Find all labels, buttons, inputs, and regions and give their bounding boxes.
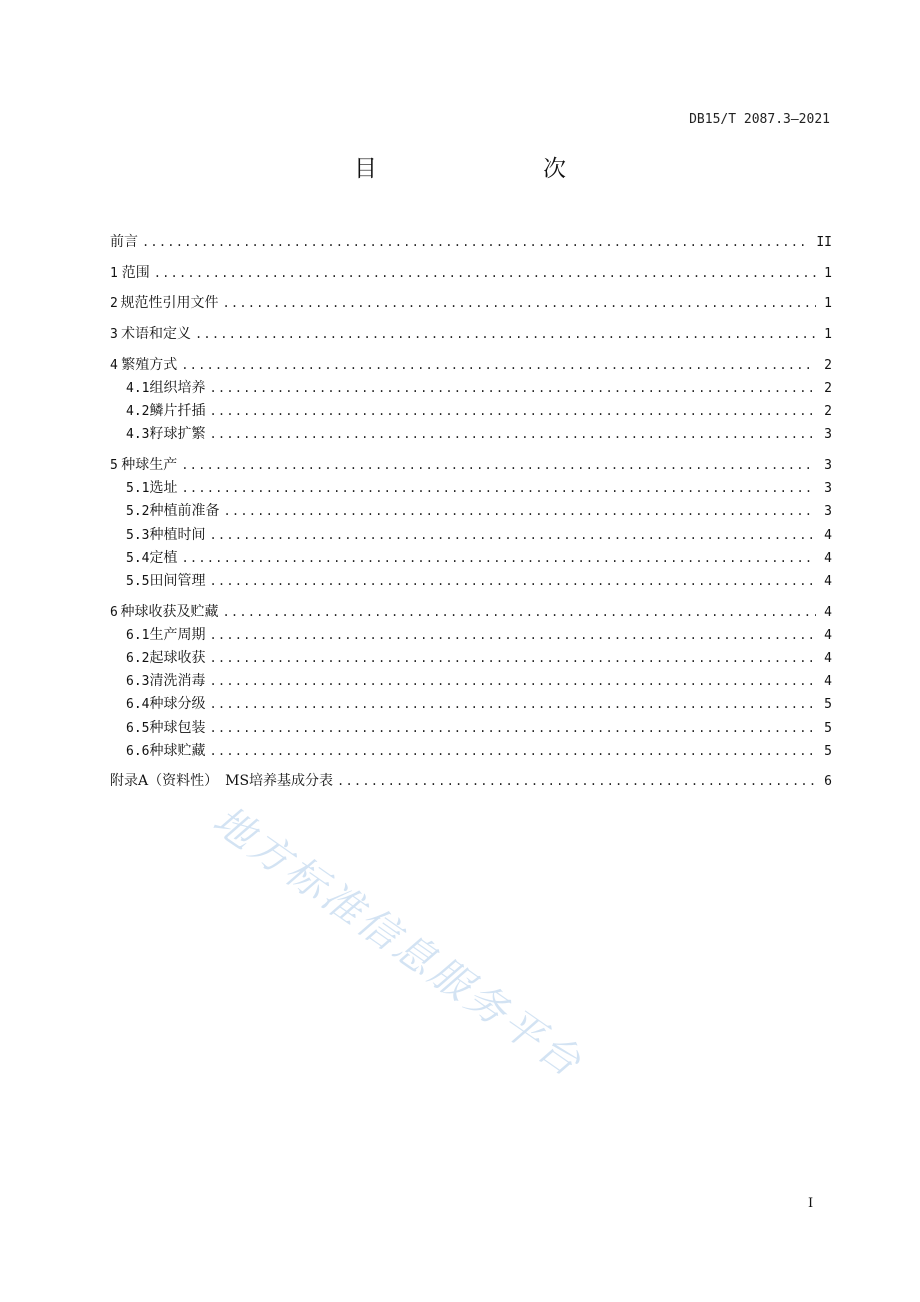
toc-entry-label: 规范性引用文件 — [120, 295, 219, 312]
toc-entry-page: 3 — [824, 481, 832, 497]
toc-entry-page: II — [816, 235, 832, 250]
toc-entry[interactable] — [110, 570, 832, 593]
toc-entry-page: 4 — [824, 550, 832, 566]
toc-entry-page: 3 — [824, 458, 832, 473]
toc-entry-label: 范围 — [121, 264, 150, 281]
toc-entry-number: 6.5 — [126, 720, 150, 736]
footer-page-number: I — [808, 1196, 814, 1211]
toc-entry-page: 4 — [824, 651, 832, 666]
toc-entry-number: 6.2 — [126, 651, 150, 666]
toc-leader-dots — [222, 601, 816, 624]
toc-entry-label: 种球分级 — [149, 696, 206, 713]
toc-entry-label: 起球收获 — [149, 650, 206, 666]
toc-leader-dots — [209, 740, 816, 763]
toc-entry-label: 清洗消毒 — [149, 673, 206, 690]
toc-entry-label: 生产周期 — [149, 626, 206, 643]
toc-entry[interactable] — [110, 231, 832, 254]
toc-leader-dots — [181, 454, 816, 477]
toc-entry-label: 定植 — [149, 549, 178, 566]
toc-entry-label: 术语和定义 — [120, 326, 191, 343]
toc-entry-label: 种球贮藏 — [149, 742, 206, 759]
toc-entry[interactable] — [110, 454, 832, 477]
toc-leader-dots — [337, 770, 816, 793]
toc-entry-label: 繁殖方式 — [121, 356, 178, 373]
toc-entry-page: 2 — [824, 357, 832, 373]
toc-entry-number: 5.3 — [126, 527, 150, 543]
toc-entry-number: 4.1 — [126, 380, 150, 396]
toc-entry-page: 3 — [824, 504, 832, 520]
toc-entry[interactable] — [110, 717, 832, 740]
toc-entry[interactable] — [110, 354, 832, 377]
document-code: DB15/T 2087.3—2021 — [689, 112, 830, 127]
toc-leader-dots — [181, 477, 816, 500]
toc-leader-dots — [209, 524, 816, 547]
toc-leader-dots — [195, 323, 816, 346]
toc-entry[interactable] — [110, 740, 832, 763]
toc-leader-dots — [209, 717, 816, 740]
toc-leader-dots — [209, 647, 816, 670]
toc-entry-page: 2 — [824, 380, 832, 396]
toc-leader-dots — [209, 670, 816, 693]
toc-entry-page: 1 — [824, 265, 832, 281]
toc-entry[interactable] — [110, 377, 832, 400]
toc-entry[interactable] — [110, 423, 832, 446]
toc-entry-label: 田间管理 — [149, 572, 206, 589]
toc-entry[interactable] — [110, 477, 832, 500]
toc-entry[interactable] — [110, 693, 832, 716]
toc-entry-label: 鳞片扦插 — [149, 403, 206, 420]
toc-entry-number: 6.1 — [126, 627, 150, 643]
watermark: 地方标准信息服务平台 — [204, 797, 592, 1088]
toc-entry-label: 籽球扩繁 — [149, 426, 206, 443]
toc-entry-page: 3 — [824, 427, 832, 443]
toc-entry[interactable] — [110, 400, 832, 423]
toc-entry-page: 5 — [824, 743, 832, 759]
toc-entry-label: 附录A（资料性） MS培养基成分表 — [110, 773, 334, 790]
toc-entry-page: 1 — [824, 327, 832, 343]
toc-entry-number: 4.2 — [126, 404, 150, 420]
toc-leader-dots — [154, 262, 816, 285]
toc-entry-number: 5.1 — [126, 481, 150, 497]
page-title: 目 次 — [354, 156, 606, 182]
toc-leader-dots — [181, 354, 816, 377]
toc-entry[interactable] — [110, 292, 832, 315]
toc-entry[interactable] — [110, 670, 832, 693]
toc-entry-number: 5.2 — [126, 504, 150, 520]
toc-entry[interactable] — [110, 647, 832, 670]
toc-entry-number: 6.3 — [126, 674, 150, 690]
toc-entry-number: 5.5 — [126, 573, 150, 589]
toc-entry[interactable] — [110, 624, 832, 647]
toc-entry[interactable] — [110, 500, 832, 523]
toc-leader-dots — [209, 570, 816, 593]
toc-entry-label: 选址 — [149, 480, 178, 497]
toc-entry-number: 5 — [110, 458, 118, 473]
toc-entry-page: 4 — [824, 527, 832, 543]
toc-leader-dots — [209, 377, 816, 400]
toc-entry-page: 1 — [824, 296, 832, 312]
toc-entry-number: 3 — [110, 327, 118, 343]
toc-leader-dots — [209, 423, 816, 446]
toc-entry-page: 6 — [824, 774, 832, 790]
toc-entry-number: 1 — [110, 265, 118, 281]
toc-leader-dots — [181, 547, 816, 570]
toc-entry[interactable] — [110, 547, 832, 570]
toc-leader-dots — [223, 500, 816, 523]
toc-entry-number: 6.4 — [126, 697, 150, 713]
toc-entry-number: 6.6 — [126, 743, 150, 759]
toc-entry[interactable] — [110, 323, 832, 346]
toc-entry-page: 5 — [824, 720, 832, 736]
toc-entry-page: 4 — [824, 627, 832, 643]
toc-entry-label: 前言 — [110, 234, 138, 250]
toc-entry-label: 种球收获及贮藏 — [120, 603, 219, 620]
toc-entry-page: 2 — [824, 404, 832, 420]
toc-entry[interactable] — [110, 770, 832, 793]
toc-entry-label: 组织培养 — [149, 379, 206, 396]
toc-entry-page: 4 — [824, 674, 832, 690]
toc-leader-dots — [209, 624, 816, 647]
table-of-contents — [110, 231, 832, 794]
toc-entry-number: 5.4 — [126, 550, 150, 566]
toc-entry-number: 2 — [110, 296, 118, 312]
toc-leader-dots — [209, 693, 816, 716]
toc-entry-number: 4 — [110, 357, 118, 373]
toc-entry[interactable] — [110, 524, 832, 547]
toc-entry-label: 种植前准备 — [149, 503, 220, 520]
toc-leader-dots — [209, 400, 816, 423]
toc-entry-page: 4 — [824, 573, 832, 589]
toc-entry-label: 种球包装 — [149, 719, 206, 736]
toc-leader-dots — [142, 231, 810, 254]
toc-entry-number: 6 — [110, 604, 118, 620]
toc-entry-page: 5 — [824, 697, 832, 713]
toc-entry[interactable] — [110, 262, 832, 285]
toc-entry-label: 种球生产 — [121, 457, 178, 473]
toc-entry-label: 种植时间 — [149, 526, 206, 543]
toc-leader-dots — [222, 292, 816, 315]
toc-entry-page: 4 — [824, 604, 832, 620]
toc-entry-number: 4.3 — [126, 427, 150, 443]
toc-entry[interactable] — [110, 601, 832, 624]
